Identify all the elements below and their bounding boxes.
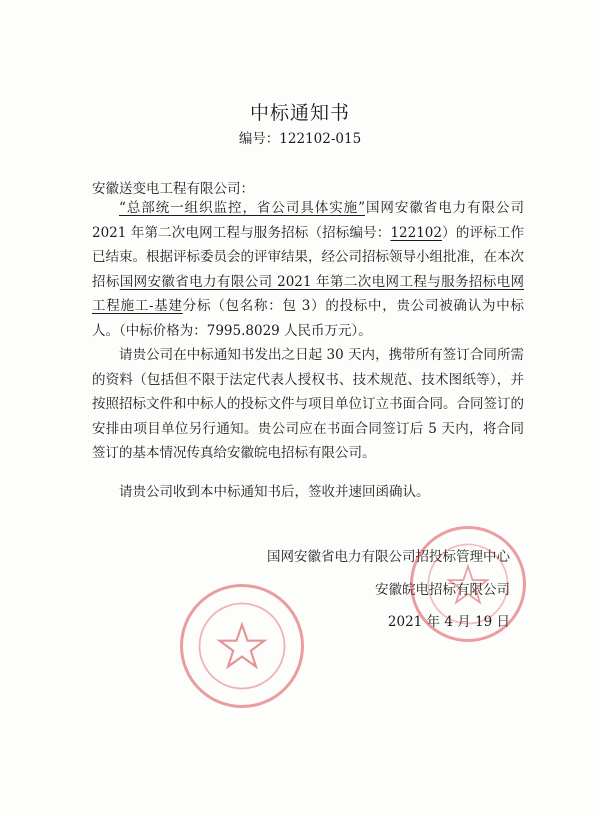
document-title: 中标通知书	[249, 102, 350, 124]
official-seal-left	[180, 584, 304, 708]
paragraph-award-part1: 国网安徽省电力有限公司 2021 年第二次电网工程与服务招标（招标编号：	[92, 200, 524, 241]
paragraph-award-part3: 分标（包名称：包 3）的投标中，贵公司被确认为中标人。（中标价格为：7995.8029 人民币万元）。	[92, 298, 524, 339]
signatory-management-center: 国网安徽省电力有限公司招投标管理中心	[267, 549, 510, 565]
paragraph-confirm	[92, 480, 524, 505]
seal-star-icon	[183, 587, 301, 705]
addressee: 安徽送变电工程有限公司：	[92, 181, 254, 197]
paragraph-contract	[92, 343, 524, 466]
document-number: 编号：122102-015	[238, 131, 362, 147]
quote-phrase: “总部统一组织监控，省公司具体实施”	[119, 200, 366, 216]
paragraph-award	[92, 196, 524, 343]
lot-name: 国网安徽省电力有限公司 2021 年第二次电网工程与服务招标电网工程施工-基建	[92, 273, 524, 314]
paragraph-contract-text: 请贵公司在中标通知书发出之日起 30 天内，携带所有签订合同所需的资料（包括但不限于法定代表人授权书、技术规范、技术图纸等），并按照招标文件和中标人的投标文件与项目单位订立书面合同。合同签订的安排由项目单位另行通知。贵公司应在书面合同签订后 5 天内，将合同签订的基本情况传真给安徽皖电招标有限公司。	[92, 347, 524, 461]
paragraph-award-part2: ）的评标工作已结束。根据评标委员会的评审结果，经公司招标领导小组批准，在本次招标	[92, 224, 524, 290]
issue-date: 2021 年 4 月 19 日	[387, 614, 510, 630]
signatory-tender-agency: 安徽皖电招标有限公司	[375, 582, 510, 598]
tender-code: 122102	[390, 224, 442, 241]
paragraph-confirm-text: 请贵公司收到本中标通知书后，签收并速回函确认。	[119, 484, 430, 500]
